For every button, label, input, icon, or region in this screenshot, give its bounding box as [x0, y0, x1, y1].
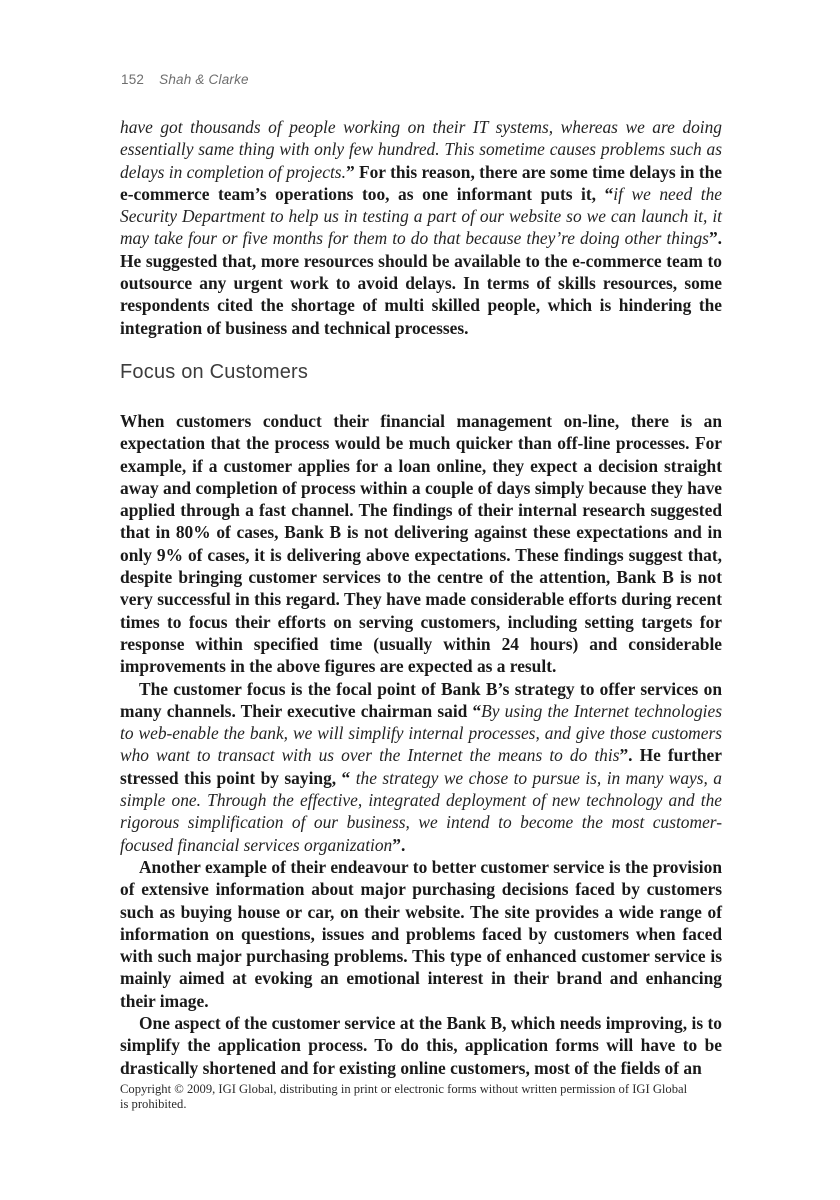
quote-text-run: By using the Internet technologies to web-enable the bank, we will simplify internal processes, and give those customers who want to transact with us over the Internet the means to do this	[120, 700, 722, 766]
copyright-line: is prohibited.	[120, 1097, 187, 1112]
quote-text-run: have got thousands of people working on their IT systems, whereas we are doing essentially same thing with only few hundred. This sometime causes problems such as delays in completion of projects.	[120, 117, 722, 182]
body-text-run: Another example of their endeavour to better customer service is the provision of extensive information about major purchasing decisions faced by customers such as buying house or car, on their website. The site provides a wide range of information on questions, issues and problems faced by customers when faced with such major purchasing problems. This type of enhanced customer service is mainly aimed at evoking an emotional interest in their brand and enhancing their image.	[120, 856, 722, 1011]
body-paragraph	[120, 410, 722, 678]
running-title: Shah & Clarke	[159, 72, 249, 87]
running-head	[121, 72, 249, 87]
copyright-notice	[120, 1082, 732, 1112]
page-number: 152	[121, 72, 145, 87]
body-paragraph	[120, 678, 722, 856]
body-text-run: When customers conduct their financial management on-line, there is an expectation that the process would be much quicker than off-line processes. For example, if a customer applies for a loan online, they expect a decision straight away and completion of process within a couple of days simply because they have applied through a fast channel. The findings of their internal research suggested that in 80% of cases, Bank B is not delivering against these expectations and in only 9% of cases, it is delivering above expectations. These findings suggest that, despite bringing customer services to the centre of the attention, Bank B is not very successful in this regard. They have made considerable efforts during recent times to focus their efforts on serving customers, including setting targets for response within specified time (usually within 24 hours) and considerable improvements in the above figures are expected as a result.	[120, 410, 722, 677]
section-heading: Focus on Customers	[120, 360, 309, 383]
body-text-run: ”. He further stressed this point by saying, “	[120, 745, 722, 788]
quote-text-run: the strategy we chose to pursue is, in many ways, a simple one. Through the effective, integrated deployment of new technology and the rigorous simplification of our business, we intend to become the most customer-focused financial services organization	[120, 767, 723, 855]
body-text-run: One aspect of the customer service at the Bank B, which needs improving, is to simplify the application process. To do this, application forms will have to be drastically shortened and for existing online customers, most of the fields of an	[120, 1012, 722, 1078]
copyright-line: Copyright © 2009, IGI Global, distributing in print or electronic forms without written permission of IGI Global	[120, 1082, 688, 1096]
page-body	[120, 116, 722, 1079]
body-paragraph	[120, 856, 722, 1012]
body-paragraph	[120, 1012, 722, 1079]
body-text-run: The customer focus is the focal point of Bank B’s strategy to offer services on many channels. Their executive chairman said “	[120, 678, 722, 721]
body-text-run: ”. He suggested that, more resources should be available to the e-commerce team to outsource any urgent work to avoid delays. In terms of skills resources, some respondents cited the shortage of multi skilled people, which is hindering the integration of business and technical processes.	[120, 228, 722, 338]
quote-text-run: if we need the Security Department to help us in testing a part of our website so we can launch it, it may take four or five months for them to do that because they’re doing other things	[120, 183, 722, 249]
body-paragraph	[120, 116, 722, 339]
body-text-run: ”.	[392, 834, 406, 855]
body-text-run: ” For this reason, there are some time delays in the e-commerce team’s operations too, as one informant puts it, “	[120, 161, 723, 204]
